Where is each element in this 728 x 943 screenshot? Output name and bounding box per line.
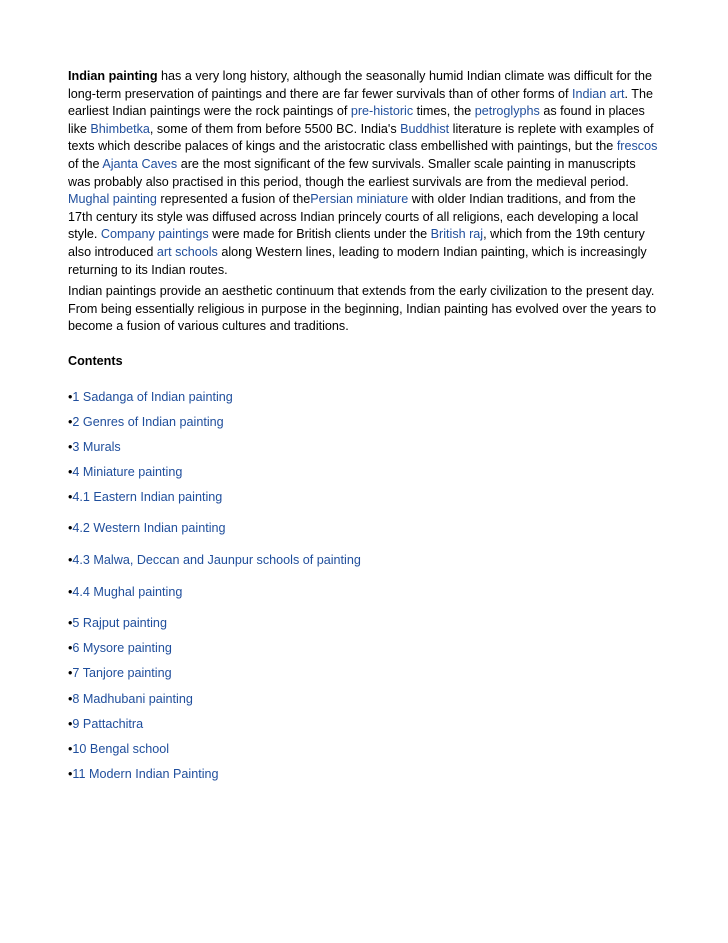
toc-item (68, 691, 660, 709)
toc-item (68, 489, 660, 507)
paragraph-text: , which from the 19th century also introduced (68, 227, 645, 259)
toc-item (68, 716, 660, 734)
toc-item (68, 584, 660, 602)
paragraph-text: times, the (413, 104, 475, 119)
toc-link[interactable]: 6 Mysore painting (72, 641, 172, 656)
toc-link[interactable]: 4.2 Western Indian painting (72, 521, 226, 536)
bullet-glyph: • (68, 521, 73, 536)
paragraph-text: has a very long history, although the seasonally humid Indian climate was difficult for the long-term preservation of paintings and there are far fewer survivals than of other forms of (68, 69, 653, 101)
inline-link[interactable]: petroglyphs (474, 104, 540, 119)
inline-link[interactable]: Buddhist (400, 121, 450, 136)
inline-link[interactable]: Ajanta Caves (102, 156, 178, 171)
bullet-glyph: • (68, 584, 73, 599)
toc-link[interactable]: 3 Murals (72, 439, 121, 454)
bullet-glyph: • (68, 414, 73, 429)
bullet-glyph: • (68, 616, 73, 631)
toc-link[interactable]: 1 Sadanga of Indian painting (72, 389, 233, 404)
article-body (68, 68, 660, 791)
contents-heading: Contents (68, 353, 123, 368)
paragraph-text: . The earliest Indian paintings were the rock paintings of (68, 86, 653, 119)
toc-link[interactable]: 4.1 Eastern Indian painting (72, 489, 223, 504)
intro-paragraph (68, 68, 660, 279)
bullet-glyph: • (68, 489, 73, 504)
bullet-glyph: • (68, 464, 73, 479)
toc-item (68, 520, 660, 538)
toc-link[interactable]: 10 Bengal school (72, 741, 170, 756)
bullet-glyph: • (68, 766, 73, 781)
bold-term: Indian painting (68, 69, 158, 83)
bullet-glyph: • (68, 553, 73, 568)
toc-item (68, 640, 660, 658)
table-of-contents (68, 389, 660, 784)
inline-link[interactable]: Persian miniature (310, 192, 409, 207)
toc-item (68, 552, 660, 570)
inline-link[interactable]: Company paintings (100, 227, 209, 242)
paragraph-text: with older Indian traditions, and from the 17th century its style was diffused across Indian princely courts of all religions, each developing a local style. (68, 192, 639, 242)
toc-link[interactable]: 8 Madhubani painting (72, 691, 193, 706)
toc-link[interactable]: 4.3 Malwa, Deccan and Jaunpur schools of painting (72, 553, 361, 568)
toc-item (68, 615, 660, 633)
paragraph-text: along Western lines, leading to modern Indian painting, which is increasingly returning to its Indian routes. (68, 244, 647, 277)
toc-link[interactable]: 4.4 Mughal painting (72, 584, 183, 599)
paragraph-text: were made for British clients under the (208, 227, 431, 242)
toc-link[interactable]: 9 Pattachitra (72, 716, 144, 731)
inline-link[interactable]: frescos (616, 139, 658, 154)
bullet-glyph: • (68, 641, 73, 656)
bullet-glyph: • (68, 741, 73, 756)
paragraph-text: represented a fusion of the (156, 192, 311, 207)
toc-link[interactable]: 2 Genres of Indian painting (72, 414, 224, 429)
toc-item (68, 389, 660, 407)
paragraph-text: literature is replete with examples of texts which describe palaces of kings and the aristocratic class embellished with paintings, but the (68, 121, 654, 154)
bullet-glyph: • (68, 666, 73, 681)
toc-item (68, 414, 660, 432)
continuum-paragraph: Indian paintings provide an aesthetic continuum that extends from the early civilization to the present day. From being essentially religious in purpose in the beginning, Indian painting has evolved over the years to become a fusion of various cultures and traditions. (68, 284, 657, 334)
bullet-glyph: • (68, 389, 73, 404)
bullet-glyph: • (68, 716, 73, 731)
toc-item (68, 766, 660, 784)
inline-link[interactable]: art schools (156, 244, 218, 259)
inline-link[interactable]: Bhimbetka (90, 121, 150, 136)
inline-link[interactable]: Mughal painting (68, 192, 157, 207)
paragraph-text: as found in places like (68, 104, 645, 136)
toc-item (68, 741, 660, 759)
inline-link[interactable]: Indian art (572, 86, 625, 101)
toc-item (68, 464, 660, 482)
inline-link[interactable]: pre-historic (350, 104, 414, 119)
bullet-glyph: • (68, 691, 73, 706)
paragraph-text: are the most significant of the few survivals. Smaller scale painting in manuscripts was probably also practised in this period, though the earliest survivals are from the medieval period. (68, 156, 636, 189)
inline-link[interactable]: British raj (430, 227, 484, 242)
toc-link[interactable]: 7 Tanjore painting (72, 666, 172, 681)
bullet-glyph: • (68, 439, 73, 454)
toc-link[interactable]: 11 Modern Indian Painting (72, 766, 219, 781)
toc-item (68, 439, 660, 457)
paragraph-text: of the (68, 156, 103, 171)
toc-link[interactable]: 5 Rajput painting (72, 616, 167, 631)
toc-item (68, 665, 660, 683)
paragraph-text: , some of them from before 5500 BC. India's (149, 121, 401, 136)
toc-link[interactable]: 4 Miniature painting (72, 464, 183, 479)
